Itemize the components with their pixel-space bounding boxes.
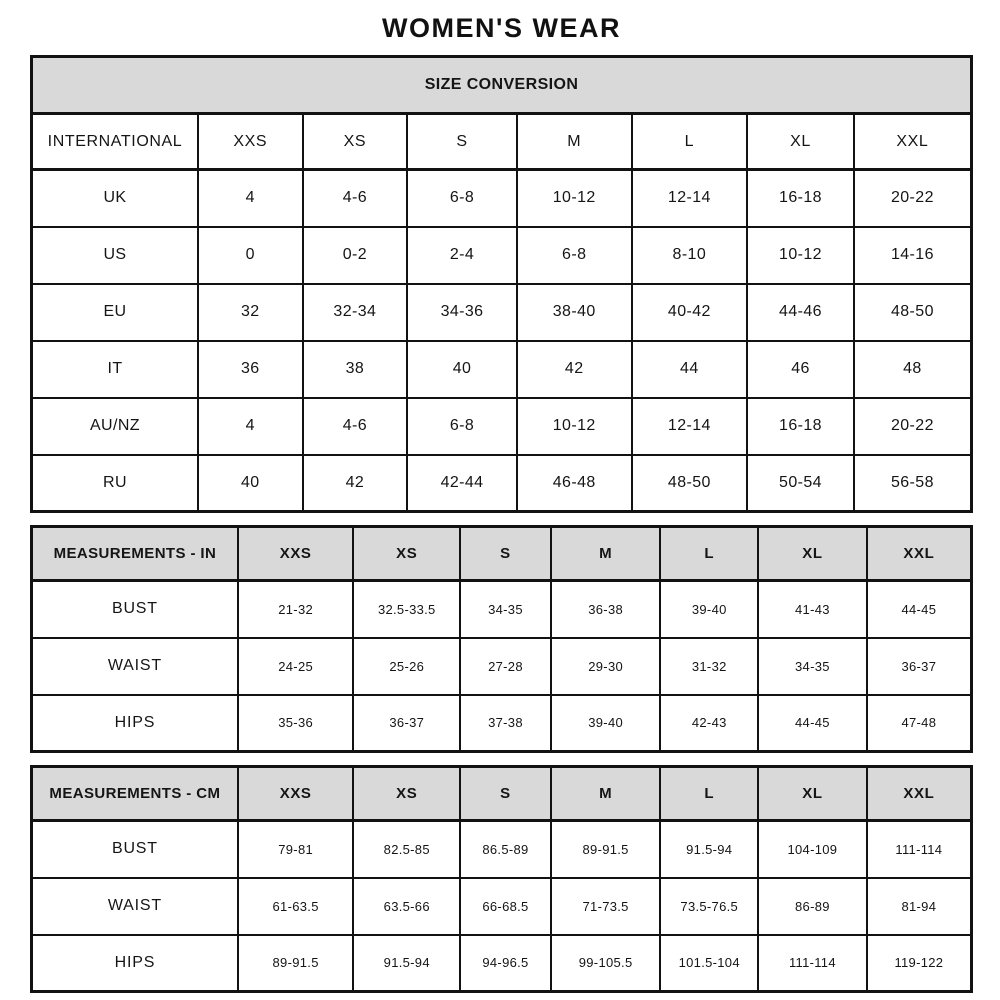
table-cell: 104-109: [758, 821, 867, 878]
row-label: AU/NZ: [32, 398, 198, 455]
table-cell: 36-37: [867, 638, 972, 695]
table-cell: 111-114: [867, 821, 972, 878]
column-header-xs: XS: [353, 527, 460, 581]
table-cell: 91.5-94: [660, 821, 758, 878]
measurements-cm-header-row: [32, 767, 972, 821]
table-cell: 56-58: [854, 455, 972, 512]
table-cell: 20-22: [854, 398, 972, 455]
row-label: BUST: [32, 581, 238, 638]
column-header-s: S: [407, 114, 517, 170]
column-header-xxs: XXS: [238, 767, 354, 821]
table-cell: 40: [198, 455, 303, 512]
table-row-bust-cm: [32, 821, 972, 878]
table-cell: 119-122: [867, 935, 972, 992]
table-cell: 73.5-76.5: [660, 878, 758, 935]
table-cell: 36-37: [353, 695, 460, 752]
table-cell: 40: [407, 341, 517, 398]
row-label: WAIST: [32, 638, 238, 695]
row-label: IT: [32, 341, 198, 398]
table-cell: 2-4: [407, 227, 517, 284]
table-cell: 24-25: [238, 638, 354, 695]
table-cell: 6-8: [517, 227, 632, 284]
table-cell: 20-22: [854, 170, 972, 227]
column-header-xxs: XXS: [198, 114, 303, 170]
table-cell: 29-30: [551, 638, 661, 695]
column-header-xl: XL: [758, 767, 867, 821]
table-cell: 46-48: [517, 455, 632, 512]
table-cell: 39-40: [551, 695, 661, 752]
table-cell: 81-94: [867, 878, 972, 935]
table-cell: 31-32: [660, 638, 758, 695]
table-cell: 16-18: [747, 398, 854, 455]
table-cell: 46: [747, 341, 854, 398]
table-cell: 34-36: [407, 284, 517, 341]
row-label: HIPS: [32, 935, 238, 992]
measurements-cm-header: MEASUREMENTS - CM: [32, 767, 238, 821]
table-cell: 25-26: [353, 638, 460, 695]
row-label: EU: [32, 284, 198, 341]
measurements-cm-table: [30, 765, 973, 993]
table-cell: 48: [854, 341, 972, 398]
table-cell: 44-45: [758, 695, 867, 752]
size-conversion-banner: SIZE CONVERSION: [32, 57, 972, 114]
table-cell: 50-54: [747, 455, 854, 512]
table-cell: 38-40: [517, 284, 632, 341]
table-cell: 71-73.5: [551, 878, 661, 935]
table-cell: 86-89: [758, 878, 867, 935]
table-cell: 94-96.5: [460, 935, 551, 992]
column-header-l: L: [660, 767, 758, 821]
table-cell: 27-28: [460, 638, 551, 695]
table-row-waist-cm: [32, 878, 972, 935]
table-cell: 12-14: [632, 170, 748, 227]
page-title: WOMEN'S WEAR: [382, 13, 621, 43]
table-row-uk: [32, 170, 972, 227]
column-header-xxl: XXL: [854, 114, 972, 170]
table-cell: 48-50: [854, 284, 972, 341]
table-row-bust-in: [32, 581, 972, 638]
row-label: UK: [32, 170, 198, 227]
table-cell: 32-34: [303, 284, 408, 341]
table-cell: 44-46: [747, 284, 854, 341]
table-cell: 12-14: [632, 398, 748, 455]
column-header-xl: XL: [747, 114, 854, 170]
table-cell: 6-8: [407, 398, 517, 455]
table-row-hips-cm: [32, 935, 972, 992]
table-row-aunz: [32, 398, 972, 455]
table-cell: 8-10: [632, 227, 748, 284]
column-header-s: S: [460, 527, 551, 581]
table-cell: 4: [198, 398, 303, 455]
table-cell: 35-36: [238, 695, 354, 752]
table-cell: 10-12: [517, 398, 632, 455]
table-cell: 42-44: [407, 455, 517, 512]
table-cell: 32.5-33.5: [353, 581, 460, 638]
table-cell: 4: [198, 170, 303, 227]
measurements-in-table: [30, 525, 973, 753]
table-cell: 48-50: [632, 455, 748, 512]
column-header-xs: XS: [303, 114, 408, 170]
table-cell: 37-38: [460, 695, 551, 752]
table-cell: 0: [198, 227, 303, 284]
table-cell: 4-6: [303, 398, 408, 455]
table-cell: 66-68.5: [460, 878, 551, 935]
table-cell: 44: [632, 341, 748, 398]
size-conversion-table: [30, 55, 973, 513]
column-header-m: M: [517, 114, 632, 170]
column-header-m: M: [551, 767, 661, 821]
table-cell: 42-43: [660, 695, 758, 752]
table-banner-row: [32, 57, 972, 114]
table-cell: 36: [198, 341, 303, 398]
table-cell: 0-2: [303, 227, 408, 284]
table-cell: 111-114: [758, 935, 867, 992]
column-header-xxl: XXL: [867, 767, 972, 821]
table-cell: 4-6: [303, 170, 408, 227]
table-row-waist-in: [32, 638, 972, 695]
column-header-m: M: [551, 527, 661, 581]
table-cell: 16-18: [747, 170, 854, 227]
column-header-xs: XS: [353, 767, 460, 821]
table-row-it: [32, 341, 972, 398]
table-cell: 39-40: [660, 581, 758, 638]
table-cell: 38: [303, 341, 408, 398]
table-cell: 44-45: [867, 581, 972, 638]
table-cell: 42: [517, 341, 632, 398]
table-gap: [30, 513, 973, 525]
table-cell: 82.5-85: [353, 821, 460, 878]
column-header-row: [32, 114, 972, 170]
column-header-xxl: XXL: [867, 527, 972, 581]
table-cell: 86.5-89: [460, 821, 551, 878]
row-label: RU: [32, 455, 198, 512]
table-row-us: [32, 227, 972, 284]
row-label: US: [32, 227, 198, 284]
table-cell: 36-38: [551, 581, 661, 638]
table-cell: 34-35: [758, 638, 867, 695]
table-cell: 41-43: [758, 581, 867, 638]
table-cell: 79-81: [238, 821, 354, 878]
column-header-international: INTERNATIONAL: [32, 114, 198, 170]
column-header-s: S: [460, 767, 551, 821]
table-cell: 40-42: [632, 284, 748, 341]
table-cell: 47-48: [867, 695, 972, 752]
table-cell: 14-16: [854, 227, 972, 284]
table-cell: 99-105.5: [551, 935, 661, 992]
column-header-xxs: XXS: [238, 527, 354, 581]
table-cell: 89-91.5: [551, 821, 661, 878]
column-header-xl: XL: [758, 527, 867, 581]
table-cell: 21-32: [238, 581, 354, 638]
table-cell: 6-8: [407, 170, 517, 227]
table-cell: 101.5-104: [660, 935, 758, 992]
table-gap: [30, 753, 973, 765]
table-row-eu: [32, 284, 972, 341]
row-label: HIPS: [32, 695, 238, 752]
measurements-in-header-row: [32, 527, 972, 581]
table-cell: 89-91.5: [238, 935, 354, 992]
table-cell: 42: [303, 455, 408, 512]
table-cell: 10-12: [747, 227, 854, 284]
measurements-in-header: MEASUREMENTS - IN: [32, 527, 238, 581]
table-cell: 10-12: [517, 170, 632, 227]
table-cell: 91.5-94: [353, 935, 460, 992]
table-cell: 63.5-66: [353, 878, 460, 935]
table-cell: 32: [198, 284, 303, 341]
row-label: BUST: [32, 821, 238, 878]
table-row-hips-in: [32, 695, 972, 752]
table-row-ru: [32, 455, 972, 512]
table-cell: 61-63.5: [238, 878, 354, 935]
row-label: WAIST: [32, 878, 238, 935]
column-header-l: L: [632, 114, 748, 170]
table-cell: 34-35: [460, 581, 551, 638]
column-header-l: L: [660, 527, 758, 581]
